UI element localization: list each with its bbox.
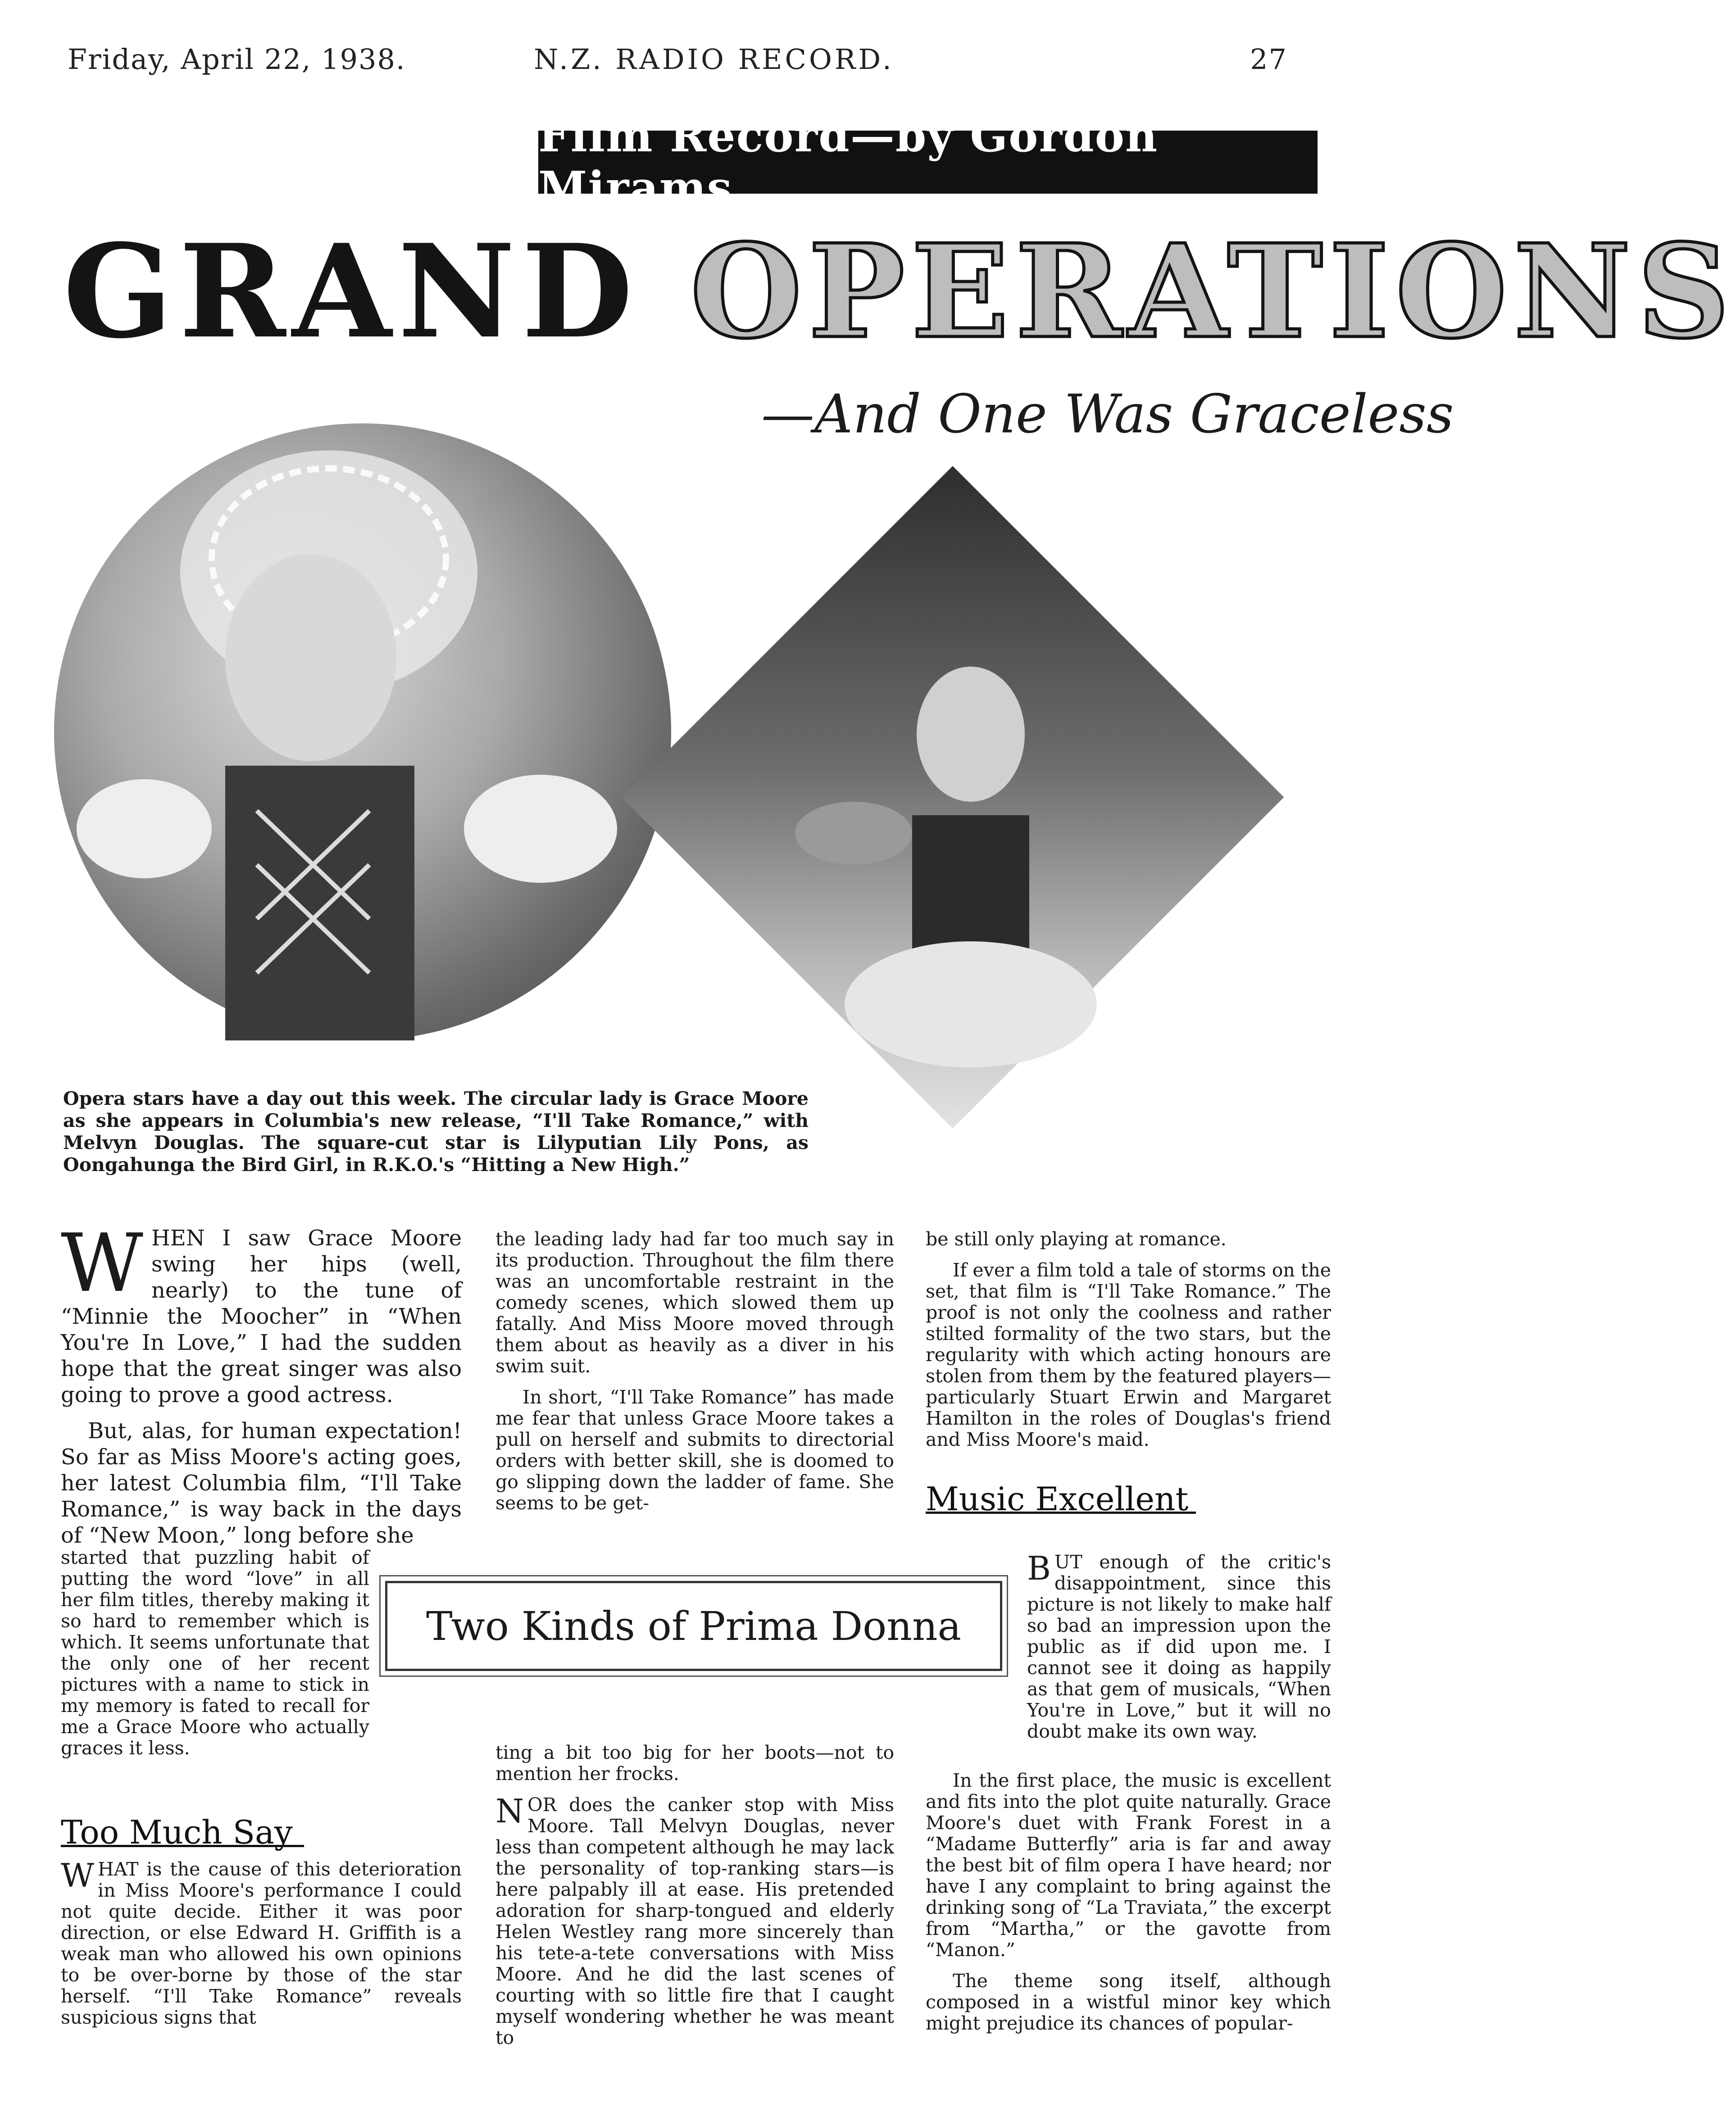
column-3-heading-wrap — [926, 1480, 1358, 1518]
col2-para-3: ting a bit too big for her boots—not to mention her frocks. — [495, 1742, 894, 1785]
photo-caption: Opera stars have a day out this week. The circular lady is Grace Moore as she appears in Columbia's new release, “I'll Take Romance,” with Melvyn Douglas. The square-cut star is Lilyputian Lily Pons, as Oongahunga the Bird Girl, in R.K.O.'s “Hitting a New High.” — [63, 1088, 809, 1176]
initial-w: W — [61, 1857, 95, 1894]
column-3-bottom — [926, 1770, 1331, 2044]
col1-para-1: HEN I saw Grace Moore swing her hips (well, nearly) to the tune of “Minnie the Moocher” in “When You're In Love,” I had the sudden hope that the great singer was also going to prove a good actress. — [61, 1226, 462, 1408]
column-1-top — [61, 1217, 462, 1558]
col3-para-2: If ever a film told a tale of storms on the set, that film is “I'll Take Romance.” The proof is not only the coolness and rather stilted formality of the two stars, but the regularity with which acting honours are stolen from them by the featured players—particularly Stuart Erwin and Margaret Hamilton in the roles of Douglas's friend and Miss Moore's maid. — [926, 1259, 1331, 1450]
column-1-middle — [61, 1547, 369, 1769]
column-3-top — [926, 1229, 1331, 1460]
col3-para-1: be still only playing at romance. — [926, 1228, 1227, 1250]
col3-para-3: UT enough of the critic's disappointment, since this picture is not likely to make half so bad an impression upon the public as if did upon me. I cannot see it doing as happily as that gem of musicals, “When You're in Love,” but it will no doubt make its own way. — [1027, 1551, 1331, 1742]
col1-para-3: HAT is the cause of this deterioration in Miss Moore's performance I could not quite decide. Either it was poor direction, or else Edward H. Griffith is a weak man who allowed his own opinions to be over-borne by those of the star herself. “I'll Take Romance” reveals suspicious signs that — [61, 1858, 462, 2028]
col2-para-2: In short, “I'll Take Romance” has made me fear that unless Grace Moore takes a pull on herself and submits to directorial orders with better skill, she is doomed to go slipping down the ladder of fame. She seems to be get- — [495, 1386, 894, 1514]
dancer-silhouette-icon — [718, 563, 1187, 1031]
col1-para-2: But, alas, for human expectation! So far as Miss Moore's acting goes, her latest Columbia film, “I'll Take Romance,” is way back in the days of “New Moon,” long before she — [61, 1418, 462, 1548]
portrait-silhouette-icon — [54, 423, 671, 1040]
col2-para-4: OR does the canker stop with Miss Moore. Tall Melvyn Douglas, never less than competent although he may lack the personality of top-ranking stars—is here palpably ill at ease. His pretended adoration for sharp-tongued and elderly Helen Westley rang more sincerely than his tete-a-tete conversations with Miss Moore. And he did the last scenes of courting with so little fire that I caught myself wondering whether he was meant to — [495, 1794, 894, 2048]
pull-quote-box: Two Kinds of Prima Donna — [385, 1581, 1002, 1671]
photo-lily-pons — [622, 466, 1284, 1129]
drop-cap: W — [61, 1217, 143, 1310]
initial-n: N — [495, 1792, 524, 1830]
headline-part-grand: GRAND — [63, 216, 640, 367]
issue-date: Friday, April 22, 1938. — [68, 43, 406, 76]
headline-part-operations: OPERATIONS — [690, 216, 1736, 367]
column-2-bottom — [495, 1742, 894, 2058]
col1-para-2b: started that puzzling habit of putting the word “love” in all her film titles, thereby making it so hard to remember which is which. It seems unfortunate that the only one of her recent pictures with a name to stick in my memory is fated to recall for me a Grace Moore who actually graces it less. — [61, 1547, 369, 1759]
column-2-top — [495, 1229, 894, 1524]
column-3-middle — [1027, 1549, 1331, 1752]
column-banner: Film Record—by Gordon Mirams — [538, 131, 1318, 194]
initial-b: B — [1027, 1549, 1051, 1587]
publication-name: N.Z. RADIO RECORD. — [534, 43, 894, 76]
col2-para-1: the leading lady had far too much say in its production. Throughout the film there was an uncomfortable restraint in the comedy scenes, which slowed them up fatally. And Miss Moore moved through them about as heavily as a diver in his swim suit. — [495, 1228, 894, 1377]
col3-para-4: In the first place, the music is excellent and fits into the plot quite naturally. Grace Moore's duet with Frank Forest in a “Madame Butterfly” aria is far and away the best bit of film opera I have heard; nor have I any complaint to bring against the drinking song of “La Traviata,” the excerpt from “Martha,” or the gavotte from “Manon.” — [926, 1770, 1331, 1961]
section-heading-too-much-say: Too Much Say — [61, 1822, 304, 1847]
photo-grace-moore — [54, 423, 671, 1040]
subheadline: —And One Was Graceless — [761, 383, 1454, 445]
section-heading-music-excellent: Music Excellent — [926, 1489, 1196, 1514]
page-number: 27 — [1250, 43, 1287, 76]
headline — [63, 216, 1736, 367]
col3-para-5: The theme song itself, although composed in a wistful minor key which might prejudice its chances of popular- — [926, 1970, 1331, 2034]
column-1-bottom — [61, 1813, 462, 2038]
